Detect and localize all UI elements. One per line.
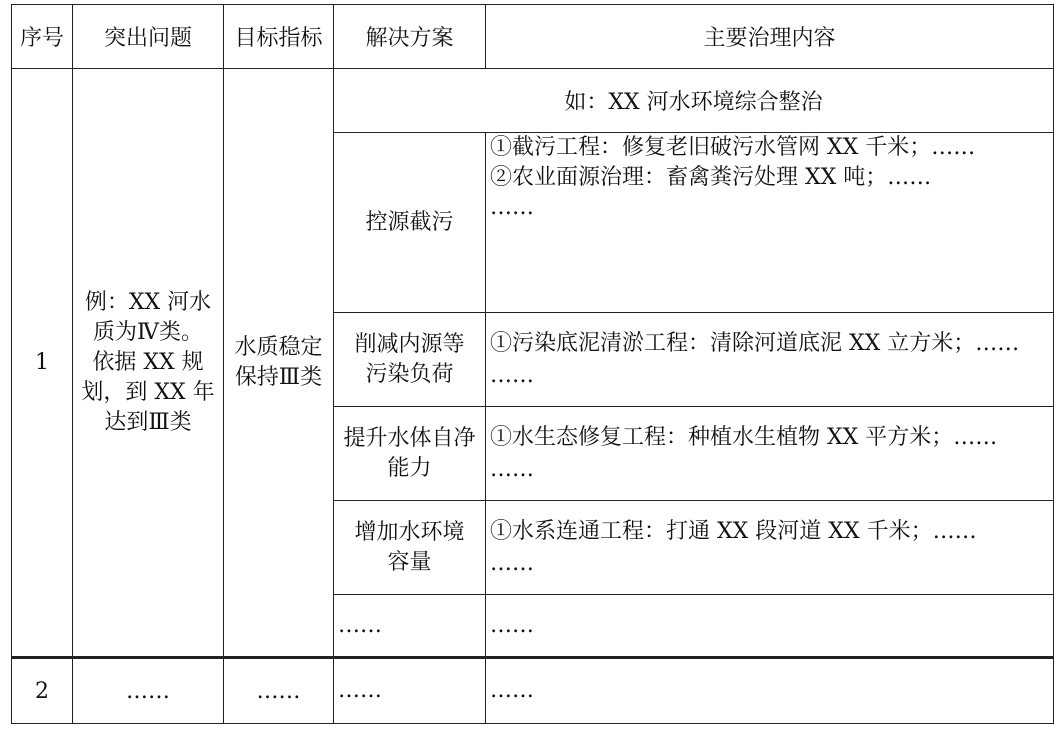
measure-content-line: …… (490, 612, 534, 638)
measure-content-line: ①水系连通工程：打通 XX 段河道 XX 千米；…… (490, 518, 977, 544)
measure-content-line: ①截污工程：修复老旧破污水管网 XX 千米；…… (490, 135, 976, 160)
measure-content (486, 407, 1054, 501)
row1-problem-line: 质为Ⅳ类。 (93, 319, 203, 345)
row2-content: …… (486, 658, 1054, 724)
measure-solution (334, 501, 486, 595)
row1-example-project: 如：XX 河水环境综合整治 (334, 69, 1054, 133)
row1-problem (73, 69, 224, 658)
measure-solution (334, 407, 486, 501)
measure-content-line: …… (490, 456, 534, 482)
header-seq: 序号 (12, 5, 73, 69)
row2-seq: 2 (12, 658, 73, 724)
row1-problem-line: 例：XX 河水 (84, 289, 212, 315)
table-row (12, 69, 1054, 133)
header-target: 目标指标 (224, 5, 334, 69)
measure-solution (334, 595, 486, 658)
measure-content (486, 313, 1054, 407)
measure-content-line: …… (490, 195, 534, 220)
measure-solution-line: 能力 (387, 455, 432, 481)
governance-plan-table (11, 4, 1054, 724)
header-problem: 突出问题 (73, 5, 224, 69)
header-solution: 解决方案 (334, 5, 486, 69)
measure-solution-line: 控源截污 (365, 209, 454, 235)
measure-content (486, 501, 1054, 595)
row1-target-line: 水质稳定 (234, 334, 323, 360)
header-content: 主要治理内容 (486, 5, 1054, 69)
measure-solution-line: 污染负荷 (365, 361, 454, 387)
measure-solution-line: 提升水体自净 (343, 425, 476, 451)
measure-content-line: …… (490, 362, 534, 388)
measure-content (486, 595, 1054, 658)
header-row (12, 5, 1054, 69)
table-row (12, 658, 1054, 724)
row2-solution: …… (334, 658, 486, 724)
measure-solution (334, 313, 486, 407)
row1-seq: 1 (12, 69, 73, 658)
measure-content-line: …… (490, 550, 534, 576)
row2-problem: …… (73, 658, 224, 724)
row1-problem-line: 达到Ⅲ类 (104, 409, 192, 435)
measure-content-line: ①水生态修复工程：种植水生植物 XX 平方米；…… (490, 424, 998, 450)
measure-solution-line: …… (338, 612, 382, 638)
row2-target: …… (224, 658, 334, 724)
measure-content (486, 133, 1054, 313)
row1-target-line: 保持Ⅲ类 (234, 364, 323, 390)
row1-problem-line: 依据 XX 规 (92, 349, 204, 375)
measure-solution (334, 133, 486, 313)
measure-content-line: ①污染底泥清淤工程：清除河道底泥 XX 立方米；…… (490, 330, 1020, 356)
measure-solution-line: 容量 (387, 549, 432, 575)
measure-solution-line: 增加水环境 (354, 519, 465, 545)
row1-target (224, 69, 334, 658)
measure-content-line: ②农业面源治理：畜禽粪污处理 XX 吨；…… (490, 165, 932, 190)
row1-problem-line: 划，到 XX 年 (81, 379, 215, 405)
measure-solution-line: 削减内源等 (354, 331, 465, 357)
